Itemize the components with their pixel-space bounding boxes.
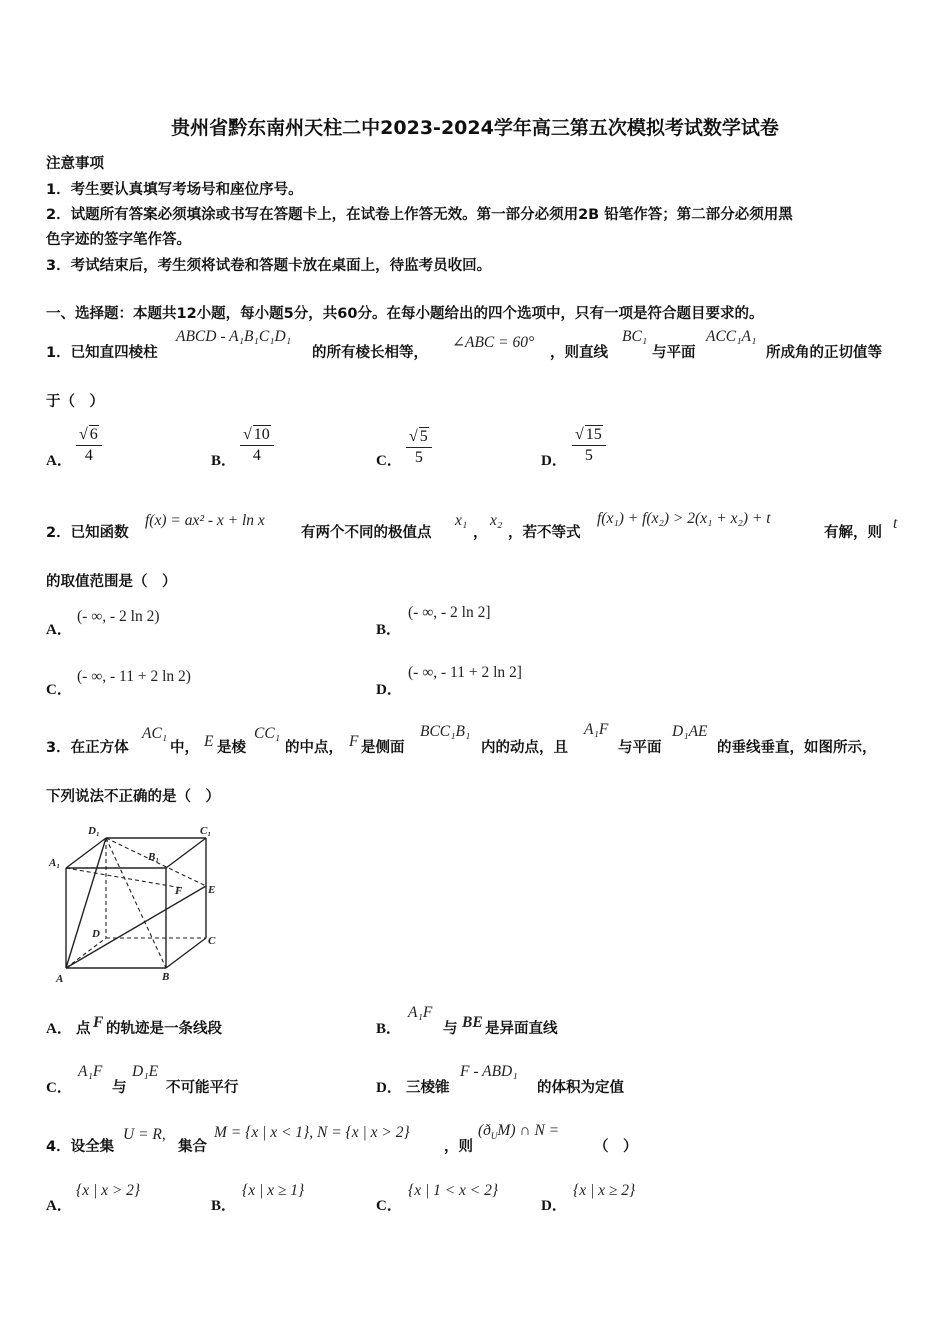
q1-math-line: BC₁: [622, 328, 648, 345]
q1-option-d-den: 5: [584, 447, 593, 464]
q1-math-plane: ACC₁A₁: [706, 328, 757, 345]
q3-math-plane: D₁AE: [672, 723, 708, 740]
q3-option-a-text-1: 点: [76, 1021, 91, 1037]
q3-option-a-label: A．: [46, 1021, 72, 1037]
q2-text-2: 有两个不同的极值点: [301, 525, 432, 541]
page-title: 贵州省黔东南州天柱二中2023-2024学年高三第五次模拟考试数学试卷: [171, 117, 779, 139]
q1-option-c-num: 5: [419, 428, 428, 445]
q3-math-face: BCC₁B₁: [420, 723, 471, 740]
q1-option-d-num: 15: [585, 426, 602, 443]
q3-option-b-math-2: BE: [462, 1014, 483, 1031]
q2-math-x2: x₂: [490, 512, 503, 529]
q4-math-complement-rest: M) ∩ N =: [497, 1122, 560, 1139]
q3-text-6: 内的动点，且: [481, 740, 568, 756]
q3-text-line2: 下列说法不正确的是（ ）: [46, 789, 220, 805]
q3-text-4: 的中点，: [285, 740, 343, 756]
q3-math-e: E: [204, 733, 214, 750]
q3-option-d-math: F - ABD₁: [460, 1063, 518, 1080]
q2-math-inequality: f(x₁) + f(x₂) > 2(x₁ + x₂) + t: [597, 510, 771, 527]
q3-text-7: 与平面: [618, 740, 662, 756]
notice-item-2-cont: 色字迹的签字笔作答。: [46, 232, 191, 248]
q1-option-d-value: $\frac{√ 15}{5}$: [572, 426, 606, 465]
q3-text-1: 3．在正方体: [46, 740, 129, 756]
fig-label-b1: B₁: [148, 851, 160, 863]
q4-math-universe: U = R,: [123, 1126, 166, 1143]
q1-option-b-label: B．: [211, 453, 237, 469]
q1-text-4: 与平面: [652, 345, 696, 361]
q4-option-c-label: C．: [376, 1198, 402, 1214]
q2-option-b-value: (- ∞, - 2 ln 2]: [408, 604, 491, 621]
q1-option-b-den: 4: [252, 447, 261, 464]
q1-text-1: 1．已知直四棱柱: [46, 345, 158, 361]
q3-text-3: 是棱: [217, 740, 246, 756]
q1-text-2: 的所有棱长相等，: [312, 345, 428, 361]
q1-option-c-den: 5: [414, 449, 423, 466]
cube-figure: [44, 820, 224, 990]
q1-math-prism: ABCD - A₁B₁C₁D₁: [176, 328, 292, 345]
q3-option-c-math-1: A₁F: [78, 1063, 103, 1080]
q2-text-5: 有解，则: [824, 525, 882, 541]
fig-label-b: B: [162, 971, 170, 983]
q3-option-b-text-2: 是异面直线: [485, 1021, 558, 1037]
q2-math-function: f(x) = ax² - x + ln x: [145, 512, 265, 529]
q4-option-a-label: A．: [46, 1198, 72, 1214]
q3-option-c-text-1: 与: [112, 1080, 127, 1096]
notice-heading: 注意事项: [46, 156, 104, 172]
q1-option-b-value: $\frac{√ 10}{4}$: [240, 426, 274, 465]
q4-text-2: 集合: [178, 1139, 207, 1155]
notice-item-1: 1．考生要认真填写考场号和座位序号。: [46, 182, 303, 198]
q3-math-f: F: [349, 733, 359, 750]
section-heading: 一、选择题：本题共12小题，每小题5分，共60分。在每小题给出的四个选项中，只有一项是符合题目要求的。: [46, 306, 764, 322]
q3-option-b-math-1: A₁F: [408, 1004, 433, 1021]
q2-text-3: ，: [473, 525, 488, 541]
fig-label-d1: D₁: [88, 825, 100, 837]
q3-text-2: 中，: [170, 740, 199, 756]
q2-math-x1: x₁: [455, 512, 468, 529]
q2-text-4: ，若不等式: [508, 525, 581, 541]
q2-text-1: 2．已知函数: [46, 525, 129, 541]
q2-math-t: t: [893, 515, 898, 532]
notice-item-3: 3．考试结束后，考生须将试卷和答题卡放在桌面上，待监考员收回。: [46, 258, 492, 274]
q4-text-1: 4．设全集: [46, 1139, 115, 1155]
q2-option-a-value: (- ∞, - 2 ln 2): [77, 608, 160, 625]
q4-math-complement-open: (ð: [478, 1122, 491, 1139]
q4-option-d-value: {x | x ≥ 2}: [573, 1182, 636, 1199]
q3-math-edge: CC₁: [254, 725, 281, 742]
q4-text-4: （ ）: [594, 1139, 638, 1155]
fig-label-f: F: [175, 885, 183, 897]
fig-label-d: D: [92, 928, 100, 940]
q1-option-a-num: 6: [89, 426, 98, 443]
fig-label-a: A: [56, 973, 64, 985]
q3-option-c-text-2: 不可能平行: [166, 1080, 239, 1096]
q3-option-a-math: F: [93, 1014, 104, 1031]
q3-option-b-text-1: 与: [443, 1021, 458, 1037]
q4-option-b-value: {x | x ≥ 1}: [242, 1182, 305, 1199]
fig-label-c1: C₁: [200, 825, 212, 837]
q1-option-d-label: D．: [541, 453, 567, 469]
q3-option-b-label: B．: [376, 1021, 402, 1037]
q2-option-d-label: D．: [376, 682, 402, 698]
q1-text-5: 所成角的正切值等: [766, 345, 882, 361]
q1-option-a-den: 4: [84, 447, 93, 464]
q1-math-angle: ∠ABC = 60°: [452, 334, 535, 351]
q4-option-b-label: B．: [211, 1198, 237, 1214]
q3-text-5: 是侧面: [361, 740, 405, 756]
q1-option-c-value: $\frac{√ 5}{5}$: [406, 428, 432, 467]
q4-math-complement-sub: U: [490, 1131, 498, 1142]
q3-text-8: 的垂线垂直，如图所示，: [717, 740, 877, 756]
q3-math-a1f: A₁F: [584, 721, 609, 738]
q1-option-b-num: 10: [253, 426, 270, 443]
fig-label-c: C: [208, 935, 216, 947]
q2-option-c-label: C．: [46, 682, 72, 698]
q2-option-a-label: A．: [46, 622, 72, 638]
q4-math-complement: [478, 1122, 559, 1141]
q4-math-sets: M = {x | x < 1}, N = {x | x > 2}: [214, 1124, 410, 1141]
q4-option-d-label: D．: [541, 1198, 567, 1214]
q1-option-c-label: C．: [376, 453, 402, 469]
notice-item-2: 2．试题所有答案必须填涂或书写在答题卡上，在试卷上作答无效。第一部分必须用2B 铅笔作答；第二部分必须用黑: [46, 207, 793, 223]
q4-text-3: ，则: [444, 1139, 473, 1155]
fig-label-a1: A₁: [49, 857, 61, 869]
q1-option-a-value: $\frac{√ 6}{4}$: [76, 426, 102, 465]
q2-option-b-label: B．: [376, 622, 402, 638]
q3-option-c-label: C．: [46, 1080, 72, 1096]
q3-option-d-label: D．: [376, 1080, 402, 1096]
q3-option-d-text-2: 的体积为定值: [537, 1080, 624, 1096]
q3-option-d-text-1: 三棱锥: [406, 1080, 450, 1096]
q2-option-c-value: (- ∞, - 11 + 2 ln 2): [77, 668, 191, 685]
q3-math-cube: AC₁: [142, 725, 168, 742]
q1-text-line2: 于（ ）: [46, 394, 104, 410]
q1-option-a-label: A．: [46, 453, 72, 469]
q1-text-3: ，则直线: [550, 345, 608, 361]
q3-option-c-math-2: D₁E: [132, 1063, 159, 1080]
q2-text-line2: 的取值范围是（ ）: [46, 574, 177, 590]
q4-option-a-value: {x | x > 2}: [76, 1182, 141, 1199]
fig-label-e: E: [208, 884, 216, 896]
q4-option-c-value: {x | 1 < x < 2}: [408, 1182, 499, 1199]
q2-option-d-value: (- ∞, - 11 + 2 ln 2]: [408, 664, 522, 681]
q3-option-a-text-2: 的轨迹是一条线段: [106, 1021, 222, 1037]
